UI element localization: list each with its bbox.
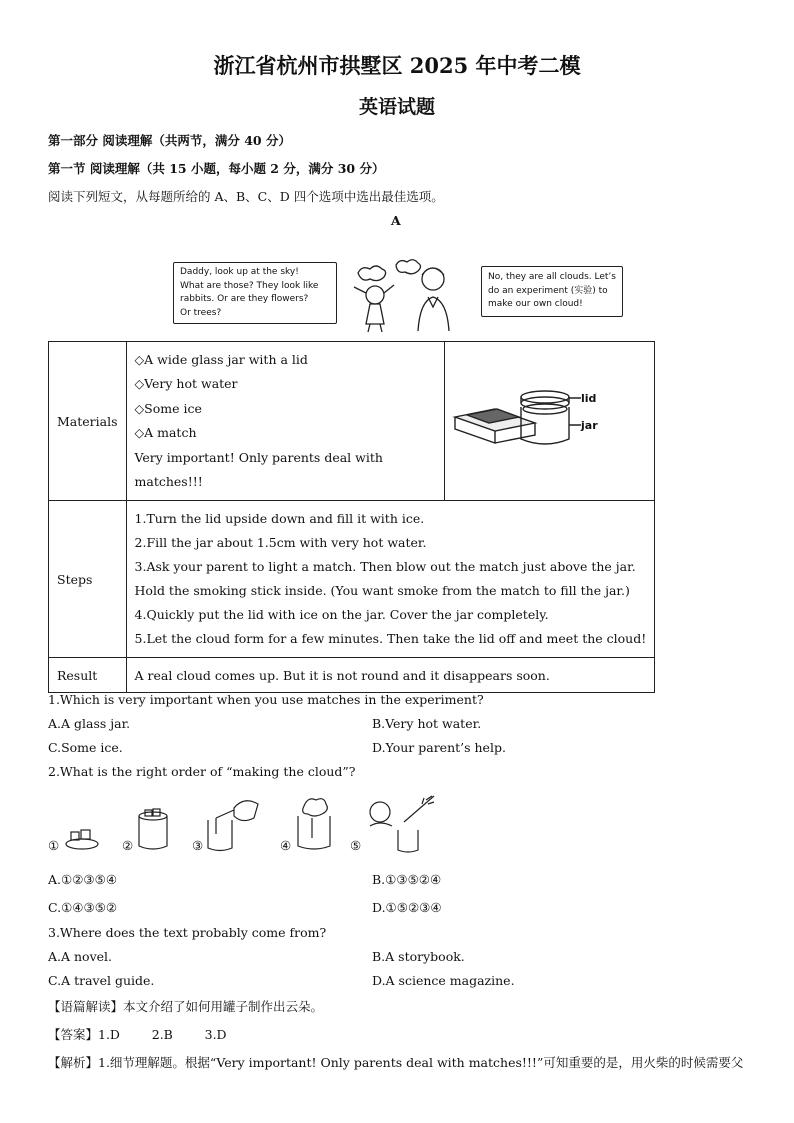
answer-key: 【答案】1.D 2.B 3.D (48, 1027, 227, 1042)
ice-picture (64, 828, 100, 852)
explanation-text: 【解析】1.细节理解题。根据“Very important! Only parents deal with matches!!!”可知重要的是，用火柴的时候需要父 (48, 1055, 744, 1070)
bubble-line: Daddy, look up at the sky! (180, 267, 299, 277)
option-c[interactable]: C.①④③⑤② (48, 900, 118, 915)
materials-row (49, 342, 655, 501)
option-b[interactable]: B.Very hot water. (372, 716, 482, 731)
lid-label: lid (581, 391, 597, 405)
steps-label: Steps (49, 501, 127, 658)
step-item: 1.Turn the lid upside down and fill it with ice. (134, 511, 425, 526)
material-item: ◇Some ice (134, 400, 202, 416)
material-item: ◇A wide glass jar with a lid (134, 351, 308, 367)
jar-with-ice-picture (136, 806, 170, 854)
step-item: 2.Fill the jar about 1.5cm with very hot water. (134, 535, 427, 550)
option-b[interactable]: B.A storybook. (372, 949, 465, 964)
pouring-water-picture (204, 794, 270, 854)
step-item: 4.Quickly put the lid with ice on the jar. Cover the jar completely. (134, 607, 549, 622)
materials-note: matches!!! (134, 474, 203, 489)
bubble-line: do an experiment (实验) to (488, 285, 608, 296)
pic-label: ③ (192, 838, 204, 853)
pic-label: ④ (280, 838, 292, 853)
materials-list (126, 342, 445, 501)
child-with-match-picture (364, 792, 444, 854)
bubble-line: rabbits. Or are they flowers? (180, 294, 309, 304)
experiment-table (48, 341, 655, 693)
process-pictures (48, 792, 448, 858)
question-stem: 3.Where does the text probably come from? (48, 925, 327, 940)
steps-list (126, 501, 655, 658)
section-part-heading: 第一部分 阅读理解（共两节，满分 40 分） (48, 133, 291, 148)
page-title: 浙江省杭州市拱墅区 2025 年中考二模 (213, 53, 581, 78)
option-a[interactable]: A.A novel. (48, 949, 113, 964)
materials-figure-cell (445, 342, 655, 501)
question-stem: 2.What is the right order of “making the cloud”? (48, 764, 356, 779)
bubble-line: make our own cloud! (488, 299, 583, 309)
page-subtitle: 英语试题 (358, 96, 435, 118)
bubble-line: What are those? They look like (180, 280, 319, 291)
section-subpart-heading: 第一节 阅读理解（共 15 小题，每小题 2 分，满分 30 分） (48, 161, 385, 176)
child-speech-bubble (173, 262, 337, 324)
result-text: A real cloud comes up. But it is not round and it disappears soon. (126, 658, 655, 693)
materials-label: Materials (49, 342, 127, 501)
question-stem: 1.Which is very important when you use matches in the experiment? (48, 692, 484, 707)
result-row (49, 658, 655, 693)
option-d[interactable]: D.Your parent’s help. (372, 740, 506, 755)
option-b[interactable]: B.①③⑤②④ (372, 872, 442, 887)
step-item: 3.Ask your parent to light a match. Then blow out the match just above the jar. (134, 559, 636, 574)
jar-and-matchbox-illustration (445, 345, 629, 495)
material-item: ◇A match (134, 425, 197, 440)
cloud-in-jar-picture (294, 792, 334, 854)
result-label: Result (49, 658, 127, 693)
option-c[interactable]: C.A travel guide. (48, 973, 155, 988)
dad-speech-bubble (481, 266, 623, 317)
option-a[interactable]: A.①②③⑤④ (48, 872, 118, 887)
option-d[interactable]: D.①⑤②③④ (372, 900, 442, 915)
option-c[interactable]: C.Some ice. (48, 740, 123, 755)
step-item: Hold the smoking stick inside. (You want smoke from the match to fill the jar.) (134, 583, 630, 598)
steps-row (49, 501, 655, 658)
bubble-line: No, they are all clouds. Let’s (488, 272, 616, 282)
bubble-line: Or trees? (180, 307, 222, 318)
instruction-text: 阅读下列短文，从每题所给的 A、B、C、D 四个选项中选出最佳选项。 (48, 189, 444, 204)
pic-label: ① (48, 838, 60, 853)
passage-label: A (391, 213, 401, 228)
pic-label: ⑤ (350, 838, 362, 853)
option-a[interactable]: A.A glass jar. (48, 716, 131, 731)
jar-label: jar (581, 418, 598, 432)
reading-summary: 【语篇解读】本文介绍了如何用罐子制作出云朵。 (48, 999, 324, 1014)
material-item: ◇Very hot water (134, 376, 238, 391)
pic-label: ② (122, 838, 134, 853)
materials-note: Very important! Only parents deal with (134, 449, 383, 465)
step-item: 5.Let the cloud form for a few minutes. Then take the lid off and meet the cloud! (134, 631, 647, 646)
comic-child-dad-illustration (330, 255, 480, 333)
option-d[interactable]: D.A science magazine. (372, 973, 515, 988)
